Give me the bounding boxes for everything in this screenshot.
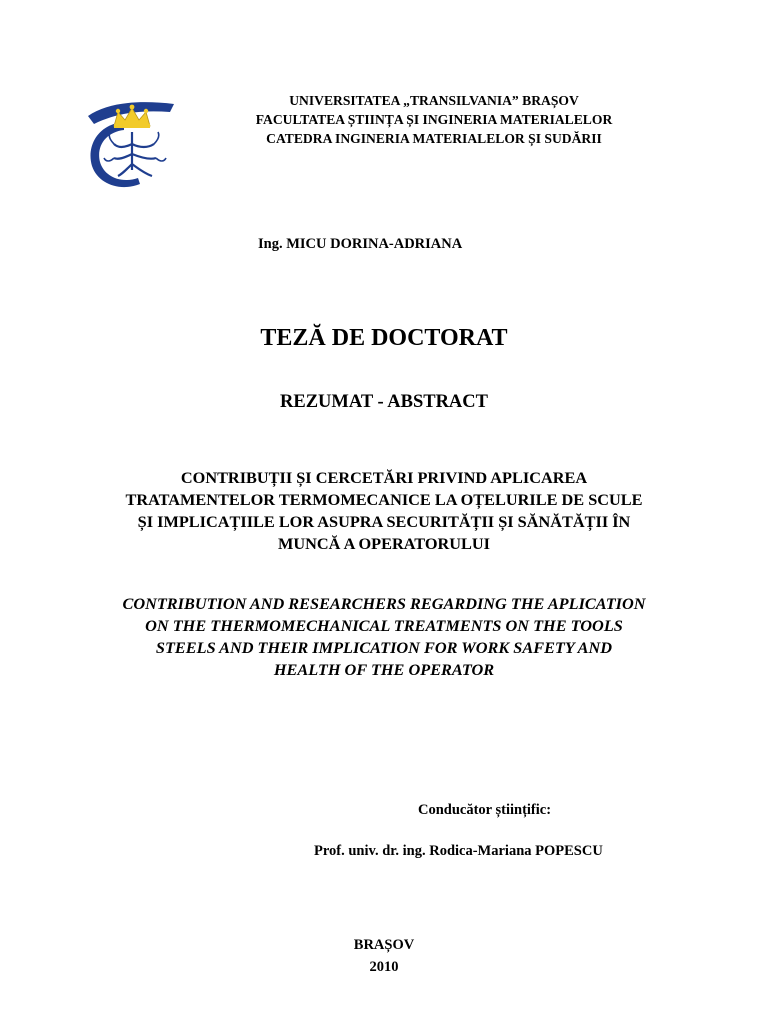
title-ro-line: CONTRIBUȚII ȘI CERCETĂRI PRIVIND APLICAREA bbox=[180, 468, 588, 487]
thesis-title-romanian bbox=[60, 467, 708, 555]
title-ro-line: MUNCĂ A OPERATORULUI bbox=[278, 534, 490, 553]
faculty-name: FACULTATEA ȘTIINȚA ȘI INGINERIA MATERIALELOR bbox=[255, 112, 613, 127]
title-en-line: CONTRIBUTION AND RESEARCHERS REGARDING THE APLICATION bbox=[122, 594, 646, 613]
year: 2010 bbox=[369, 959, 399, 975]
advisor-label: Conducător științific: bbox=[418, 802, 552, 818]
thesis-title-english bbox=[60, 593, 708, 681]
title-en-line: HEALTH OF THE OPERATOR bbox=[273, 660, 495, 679]
author-name: Ing. MICU DORINA-ADRIANA bbox=[258, 236, 463, 252]
place-and-year bbox=[334, 934, 434, 978]
university-name: UNIVERSITATEA „TRANSILVANIA” BRAȘOV bbox=[289, 93, 579, 108]
title-ro-line: ȘI IMPLICAȚIILE LOR ASUPRA SECURITĂȚII ȘI SĂNĂTĂȚII ÎN bbox=[137, 512, 631, 531]
department-name: CATEDRA INGINERIA MATERIALELOR ȘI SUDĂRII bbox=[266, 131, 602, 146]
abstract-subtitle: REZUMAT - ABSTRACT bbox=[280, 392, 488, 412]
place: BRAȘOV bbox=[353, 937, 415, 953]
institution-header bbox=[212, 91, 656, 148]
university-crest-icon bbox=[84, 96, 176, 192]
advisor-name: Prof. univ. dr. ing. Rodica-Mariana POPESCU bbox=[314, 843, 603, 859]
title-ro-line: TRATAMENTELOR TERMOMECANICE LA OȚELURILE DE SCULE bbox=[125, 490, 643, 509]
title-en-line: STEELS AND THEIR IMPLICATION FOR WORK SAFETY AND bbox=[155, 638, 613, 657]
title-en-line: ON THE THERMOMECHANICAL TREATMENTS ON THE TOOLS bbox=[145, 616, 623, 635]
thesis-type-heading: TEZĂ DE DOCTORAT bbox=[260, 325, 508, 351]
